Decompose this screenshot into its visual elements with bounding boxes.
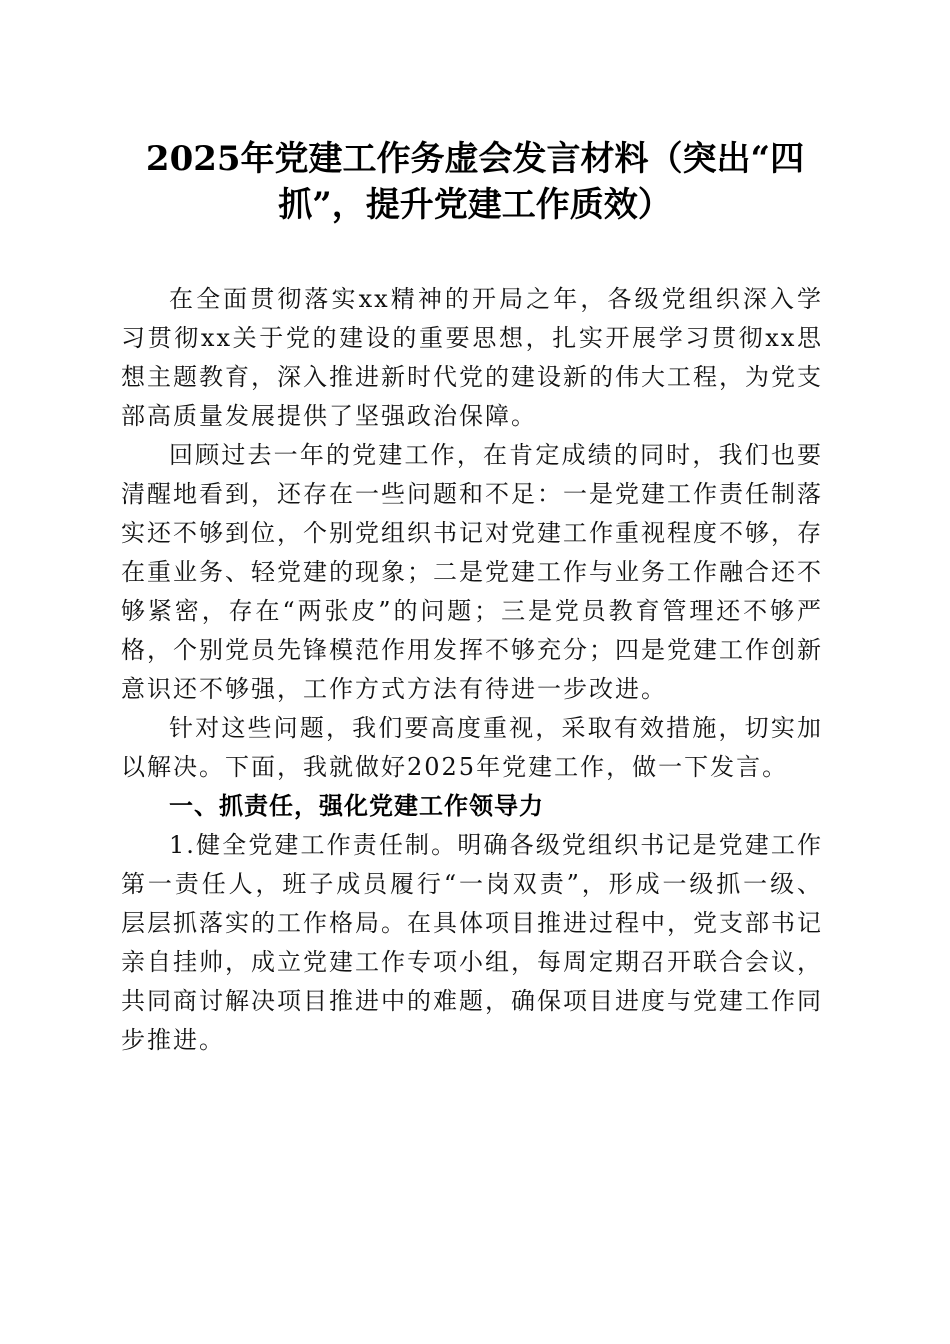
paragraph-intro: 在全面贯彻落实xx精神的开局之年，各级党组织深入学习贯彻xx关于党的建设的重要思想，扎实开展学习贯彻xx思想主题教育，深入推进新时代党的建设新的伟大工程，为党支部高质量发展提供了坚强政治保障。: [121, 285, 823, 430]
paragraph-review: 回顾过去一年的党建工作，在肯定成绩的同时，我们也要清醒地看到，还存在一些问题和不足：一是党建工作责任制落实还不够到位，个别党组织书记对党建工作重视程度不够，存在重业务、轻党建的现象；二是党建工作与业务工作融合还不够紧密，存在“两张皮”的问题；三是党员教育管理还不够严格，个别党员先锋模范作用发挥不够充分；四是党建工作创新意识还不够强，工作方式方法有待进一步改进。: [121, 441, 823, 703]
document-title: 2025年党建工作务虚会发言材料（突出“四抓”，提升党建工作质效）: [145, 139, 805, 225]
paragraph-section-1-item-1: 1.健全党建工作责任制。明确各级党组织书记是党建工作第一责任人，班子成员履行“一岗双责”，形成一级抓一级、层层抓落实的工作格局。在具体项目推进过程中，党支部书记亲自挂帅，成立党建工作专项小组，每周定期召开联合会议，共同商讨解决项目推进中的难题，确保项目进度与党建工作同步推进。: [121, 831, 823, 1054]
document-body: [121, 280, 823, 1060]
paragraph-transition: 针对这些问题，我们要高度重视，采取有效措施，切实加以解决。下面，我就做好2025年党建工作，做一下发言。: [121, 714, 823, 781]
section-heading: 一、抓责任，强化党建工作领导力: [169, 792, 544, 820]
